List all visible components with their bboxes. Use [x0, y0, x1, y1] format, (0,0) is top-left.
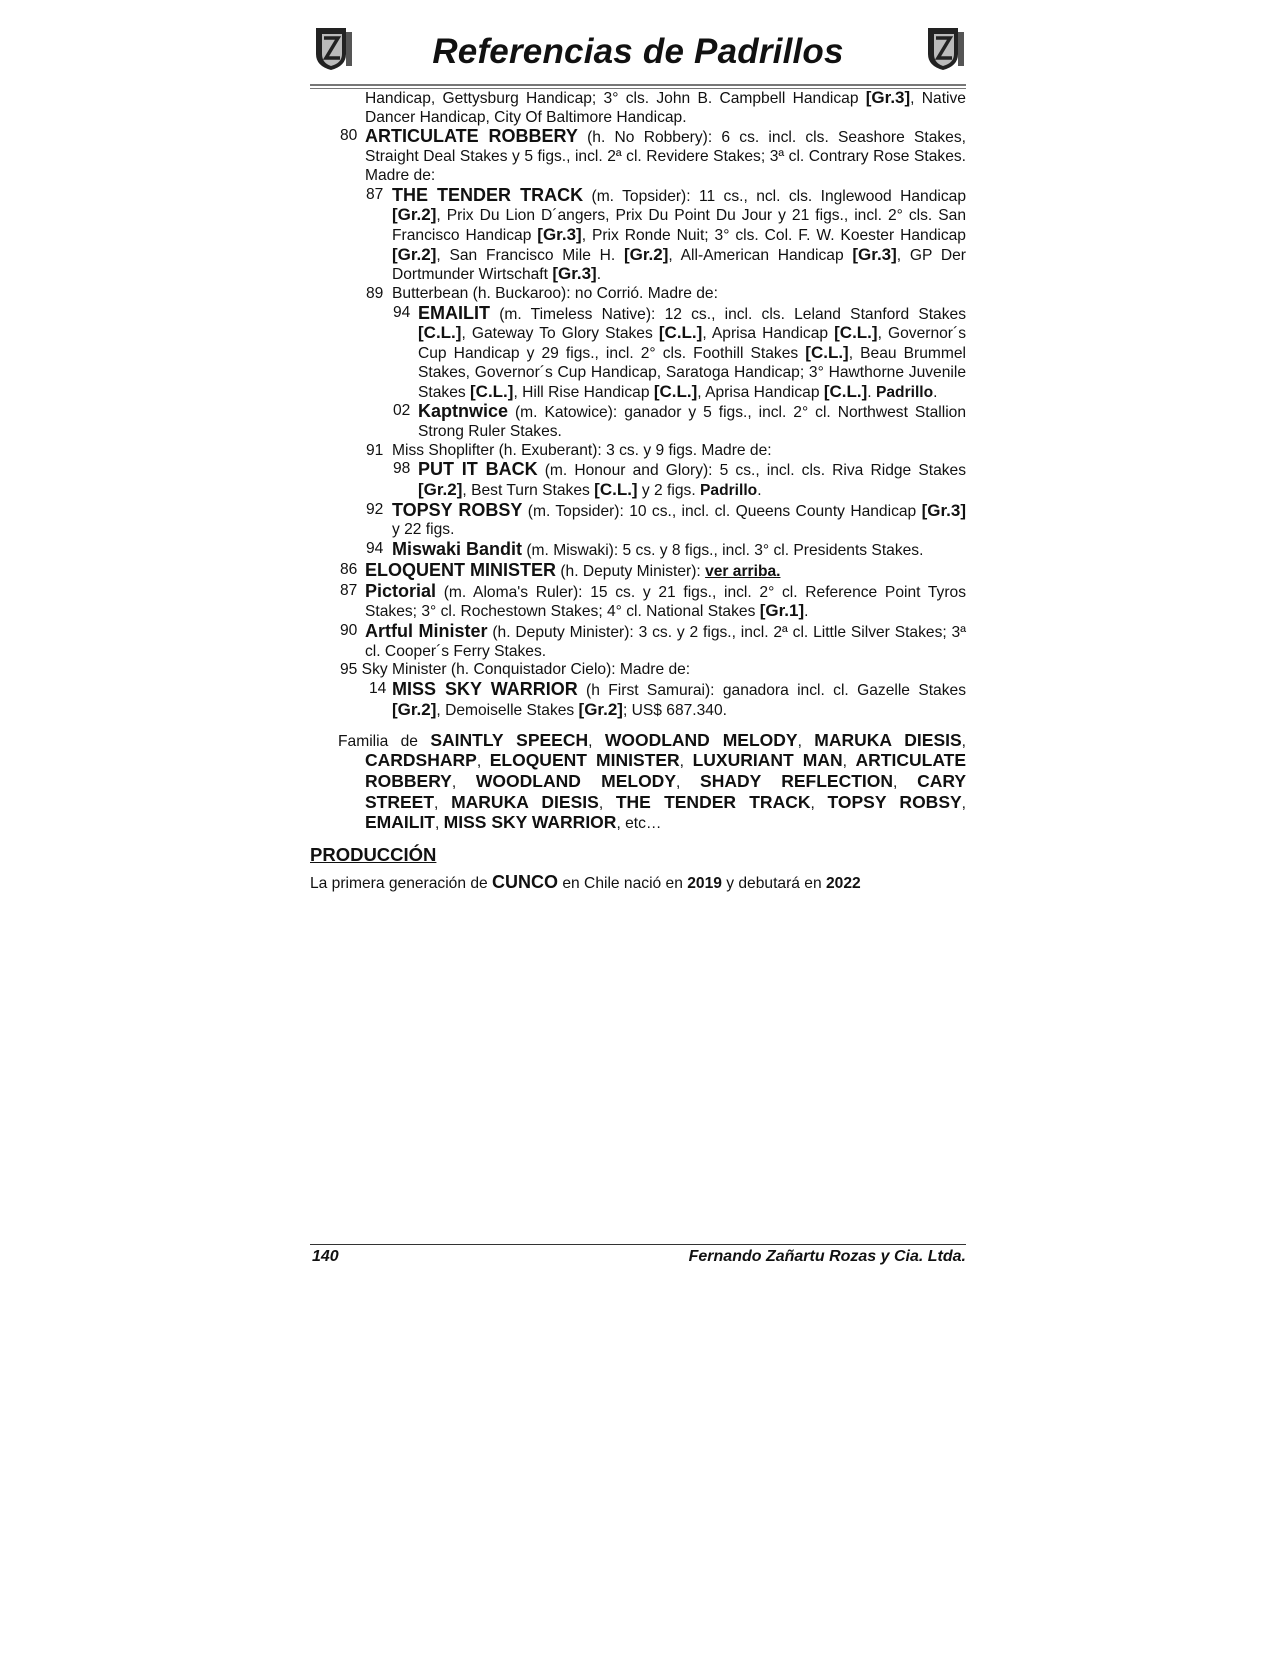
production-paragraph: La primera generación de CUNCO en Chile nació en 2019 y debutará en 2022 — [310, 871, 861, 892]
pedigree-entry: 86 ELOQUENT MINISTER (h. Deputy Minister): ver arriba. — [340, 559, 781, 580]
pedigree-entry: 14 MISS SKY WARRIOR (h First Samurai): ganadora incl. cl. Gazelle Stakes [Gr.2], Demoiselle Stakes [Gr.2]; US$ 687.340. — [369, 679, 966, 719]
logo-icon — [922, 24, 966, 72]
family-paragraph: Familia de SAINTLY SPEECH, WOODLAND MELODY, MARUKA DIESIS, CARDSHARP, ELOQUENT MINISTER, LUXURIANT MAN, ARTICULATE ROBBERY, WOODLAND MELODY, SHADY REFLECTION, CARY STREET, MARUKA DIESIS, THE TENDER TRACK, TOPSY ROBSY, EMAILIT, MISS SKY WARRIOR, etc… — [338, 729, 967, 833]
cross-reference-link: ver arriba. — [705, 562, 781, 580]
page-title: Referencias de Padrillos — [432, 32, 844, 71]
horse-name: Kaptnwice — [418, 401, 509, 422]
pedigree-content — [310, 89, 966, 893]
pedigree-entry: 94 Miswaki Bandit (m. Miswaki): 5 cs. y 8 figs., incl. 3° cl. Presidents Stakes. — [366, 539, 924, 560]
pedigree-entry: 80 ARTICULATE ROBBERY (h. No Robbery): 6 cs. incl. cls. Seashore Stakes, Straight Deal Stakes y 5 figs., incl. 2ª cl. Revidere Stakes; 3ª cl. Contrary Rose Stakes. Madre de: — [340, 126, 966, 184]
pedigree-entry: 87 THE TENDER TRACK (m. Topsider): 11 cs., ncl. cls. Inglewood Handicap [Gr.2], Prix Du Lion D´angers, Prix Du Point Du Jour y 21 figs., incl. 2° cls. San Francisco Handicap [Gr.3], Prix Ronde Nuit; 3° cls. Col. F. W. Koester Handicap [Gr.2], San Francisco Mile H. [Gr.2], All-American Handicap [Gr.3], GP Der Dortmunder Wirtschaft [Gr.3]. — [366, 184, 966, 284]
pedigree-entry: 94 EMAILIT (m. Timeless Native): 12 cs., incl. cls. Leland Stanford Stakes [C.L.], Gateway To Glory Stakes [C.L.], Aprisa Handicap [C.L.], Governor´s Cup Handicap y 29 figs., incl. 2° cls. Foothill Stakes [C.L.], Beau Brummel Stakes, Governor´s Cup Handicap, Saratoga Handicap; 3° Hawthorne Juvenile Stakes [C.L.], Hill Rise Handicap [C.L.], Aprisa Handicap [C.L.]. Padrillo. — [393, 302, 966, 401]
pedigree-entry: 92 TOPSY ROBSY (m. Topsider): 10 cs., incl. cl. Queens County Handicap [Gr.3] y 22 figs. — [366, 499, 966, 539]
pedigree-entry: 02 Kaptnwice (m. Katowice): ganador y 5 figs., incl. 2° cl. Northwest Stallion Strong Ruler Stakes. — [393, 401, 966, 440]
year-number: 94 — [393, 303, 411, 321]
section-heading: PRODUCCIÓN — [310, 844, 437, 866]
pedigree-entry: 98 PUT IT BACK (m. Honour and Glory): 5 cs., incl. cls. Riva Ridge Stakes [Gr.2], Best Turn Stakes [C.L.] y 2 figs. Padrillo. — [393, 459, 967, 500]
horse-name: PUT IT BACK — [418, 459, 538, 480]
page-number: 140 — [312, 1248, 339, 1265]
pedigree-entry: Handicap, Gettysburg Handicap; 3° cls. John B. Campbell Handicap [Gr.3], Native Dancer Handicap, City Of Baltimore Handicap. — [365, 88, 966, 126]
publisher-name: Fernando Zañartu Rozas y Cia. Ltda. — [688, 1248, 966, 1265]
horse-name: Pictorial — [365, 580, 437, 601]
year-number: 92 — [366, 500, 384, 518]
year-number: 14 — [369, 680, 387, 698]
page-footer — [310, 1244, 966, 1266]
horse-name: ARTICULATE ROBBERY — [365, 126, 578, 147]
year-number: 98 — [393, 460, 411, 478]
year-number: 91 — [366, 441, 384, 459]
pedigree-entry: 91 Miss Shoplifter (h. Exuberant): 3 cs. y 9 figs. Madre de: — [366, 441, 772, 459]
year-number: 86 — [340, 560, 358, 578]
pedigree-entry: 90 Artful Minister (h. Deputy Minister): 3 cs. y 2 figs., incl. 2ª cl. Little Silver Stakes; 3ª cl. Cooper´s Ferry Stakes. — [340, 620, 966, 660]
pedigree-entry: 95 Sky Minister (h. Conquistador Cielo): Madre de: — [340, 661, 691, 679]
year-number: 94 — [366, 540, 384, 558]
year-number: 87 — [366, 185, 384, 203]
horse-name: MISS SKY WARRIOR — [392, 679, 578, 700]
page — [310, 22, 966, 893]
horse-name: TOPSY ROBSY — [392, 499, 523, 520]
page-header — [310, 22, 966, 82]
horse-name: Artful Minister — [365, 620, 488, 641]
horse-name: THE TENDER TRACK — [392, 184, 584, 205]
horse-name: Miswaki Bandit — [392, 539, 523, 560]
horse-name: ELOQUENT MINISTER — [365, 559, 557, 580]
horse-name: EMAILIT — [418, 302, 490, 323]
year-number: 87 — [340, 581, 358, 599]
year-number: 80 — [340, 127, 358, 145]
year-number: 90 — [340, 621, 358, 639]
year-number: 02 — [393, 402, 411, 420]
pedigree-entry: 89 Butterbean (h. Buckaroo): no Corrió. Madre de: — [366, 285, 718, 303]
footer-rule — [310, 1244, 966, 1245]
year-number: 89 — [366, 285, 384, 303]
pedigree-entry: 87 Pictorial (m. Aloma's Ruler): 15 cs. y 21 figs., incl. 2° cl. Reference Point Tyros Stakes; 3° cl. Rochestown Stakes; 4° cl. National Stakes [Gr.1]. — [340, 580, 966, 621]
